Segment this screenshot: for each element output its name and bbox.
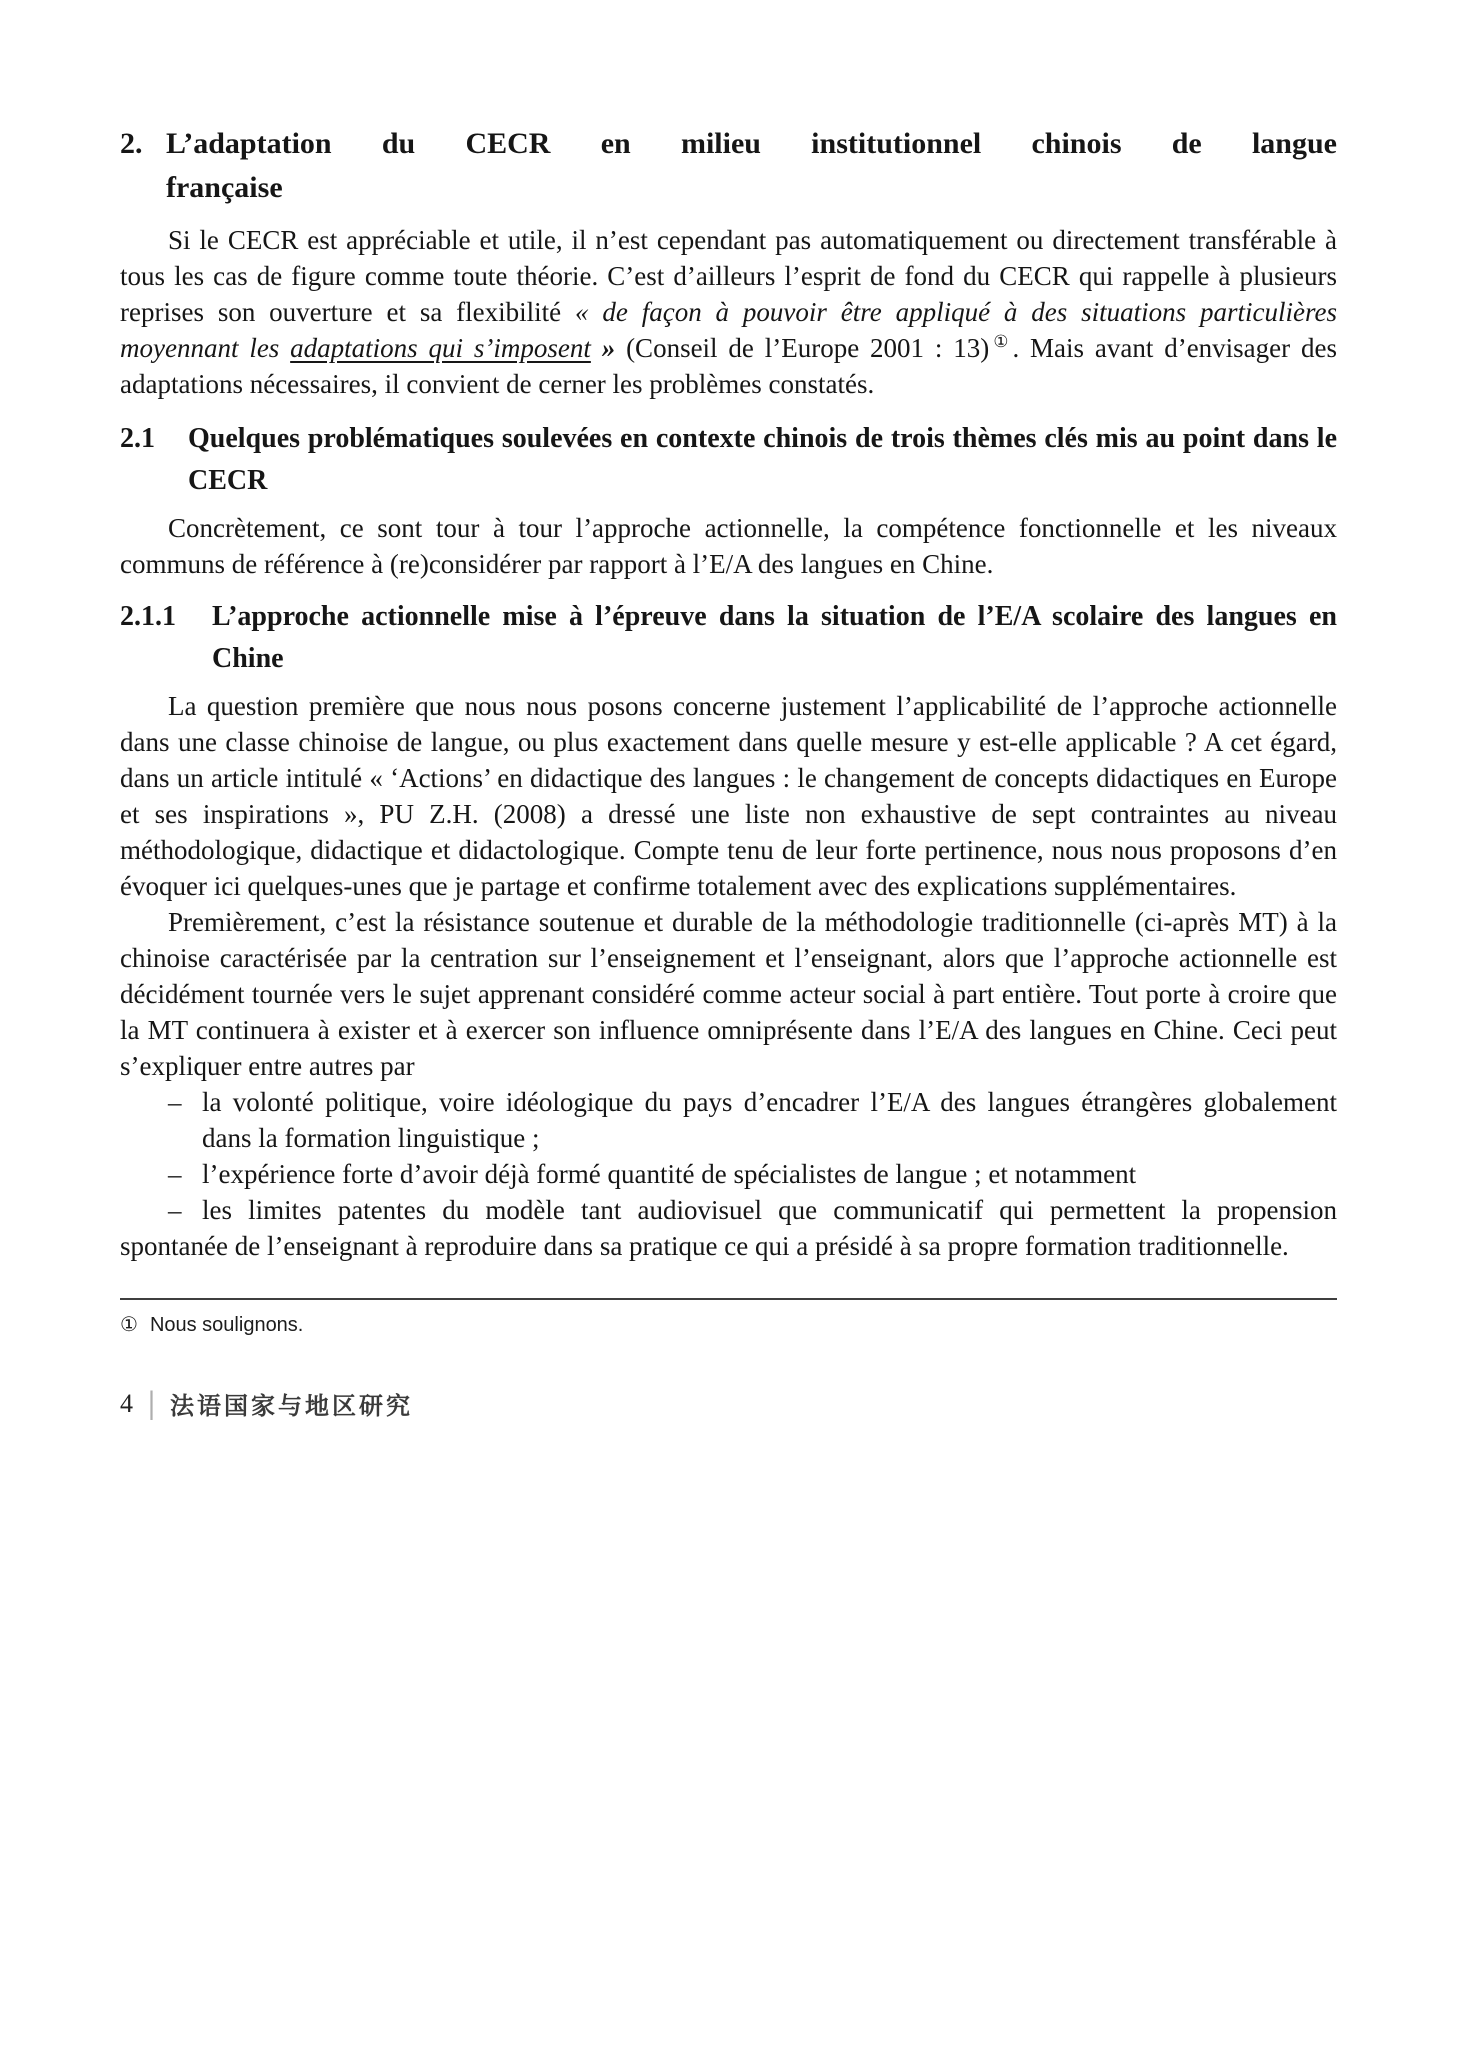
subsubsection-heading-2-1-1 [120,596,1337,680]
paragraph-question-premiere: La question première que nous nous posons concerne justement l’applicabilité de l’approche actionnelle dans une classe chinoise de langue, ou plus exactement dans quelle mesure y est-elle applicable ? A cet égard, dans un article intitulé « ‘Actions’ en didactique des langues : le changement de concepts didactiques en Europe et ses inspirations », PU Z.H. (2008) a dressé une liste non exhaustive de sept contraintes au niveau méthodologique, didactique et didactologique. Compte tenu de leur forte pertinence, nous nous proposons d’en évoquer ici quelques-unes que je partage et confirme totalement avec des explications supplémentaires. [120,691,1337,901]
quotation-closing-guillemet: » [590,333,616,363]
list-dash: – [168,1087,182,1117]
quotation-underlined: adaptations qui s’imposent [290,333,591,363]
journal-title: 法语国家与地区研究 [170,1393,414,1420]
section-heading-2 [120,122,1337,210]
list-dash: – [168,1159,182,1189]
paragraph-cecr-adaptation [120,222,1337,402]
list-dash: – [168,1195,182,1225]
section-title-line2: française [166,171,283,204]
page-footer [120,1386,1337,1421]
paragraph-premierement: Premièrement, c’est la résistance soutenue et durable de la méthodologie traditionnelle (ci-après MT) à la chinoise caractérisée par la centration sur l’enseignement et l’enseignant, alors que l’approche actionnelle est décidément tournée vers le sujet apprenant considéré comme acteur social à part entière. Tout porte à croire que la MT continuera à exister et à exercer son influence omniprésente dans l’E/A des langues en Chine. Ceci peut s’expliquer entre autres par [120,907,1337,1081]
subsubsection-number: 2.1.1 [120,601,176,632]
subsubsection-title: L’approche actionnelle mise à l’épreuve dans la situation de l’E/A scolaire des langues en Chine [212,601,1337,674]
list-item-text: les limites patentes du modèle tant audiovisuel que communicatif qui permettent la propension spontanée de l’enseignant à reproduire dans sa pratique ce qui a présidé à sa propre formation traditionnelle. [120,1195,1337,1261]
text-run: Si le CECR est appréciable et utile, il n’est cependant pas automatiquement ou directement transférable à tous les cas de figure comme toute théorie. C’est d’ailleurs l’esprit de fond du CECR qui rappelle à plusieurs reprises son ouverture et sa flexibilité [120,225,1337,327]
text-run: (Conseil de l’Europe 2001 : 13) [615,333,990,363]
quotation-italic: « de façon à pouvoir être appliqué à des situations particulières moyennant les [120,297,1337,363]
page-number: 4 [120,1388,133,1418]
text-run: . Mais avant d’envisager des adaptations nécessaires, il convient de cerner les problèmes constatés. [120,333,1337,399]
list-item-experience-forte [120,1156,1337,1192]
paragraph-concretement: Concrètement, ce sont tour à tour l’approche actionnelle, la compétence fonctionnelle et les niveaux communs de référence à (re)considérer par rapport à l’E/A des langues en Chine. [120,513,1337,579]
footer-divider: | [148,1385,156,1421]
section-title [166,122,1337,210]
footnote-marker: ① [120,1314,138,1336]
footnote-reference-mark: ① [989,331,1013,351]
footnote-rule [120,1298,1337,1300]
subsection-number: 2.1 [120,423,155,454]
section-number: 2. [120,127,143,160]
list-item-limites-patentes [120,1192,1337,1264]
list-item-text: la volonté politique, voire idéologique du pays d’encadrer l’E/A des langues étrangères globalement dans la formation linguistique ; [202,1087,1337,1153]
footnote-text: Nous soulignons. [149,1314,304,1336]
subsection-title: Quelques problématiques soulevées en contexte chinois de trois thèmes clés mis au point dans le CECR [188,423,1337,496]
section-title-line1: L’adaptation du CECR en milieu institutionnel chinois de langue [166,127,1337,160]
subsection-heading-2-1 [120,418,1337,502]
list-item-text: l’expérience forte d’avoir déjà formé quantité de spécialistes de langue ; et notamment [202,1159,1137,1189]
footnote [120,1312,1337,1338]
list-item-volonte-politique [120,1084,1337,1156]
